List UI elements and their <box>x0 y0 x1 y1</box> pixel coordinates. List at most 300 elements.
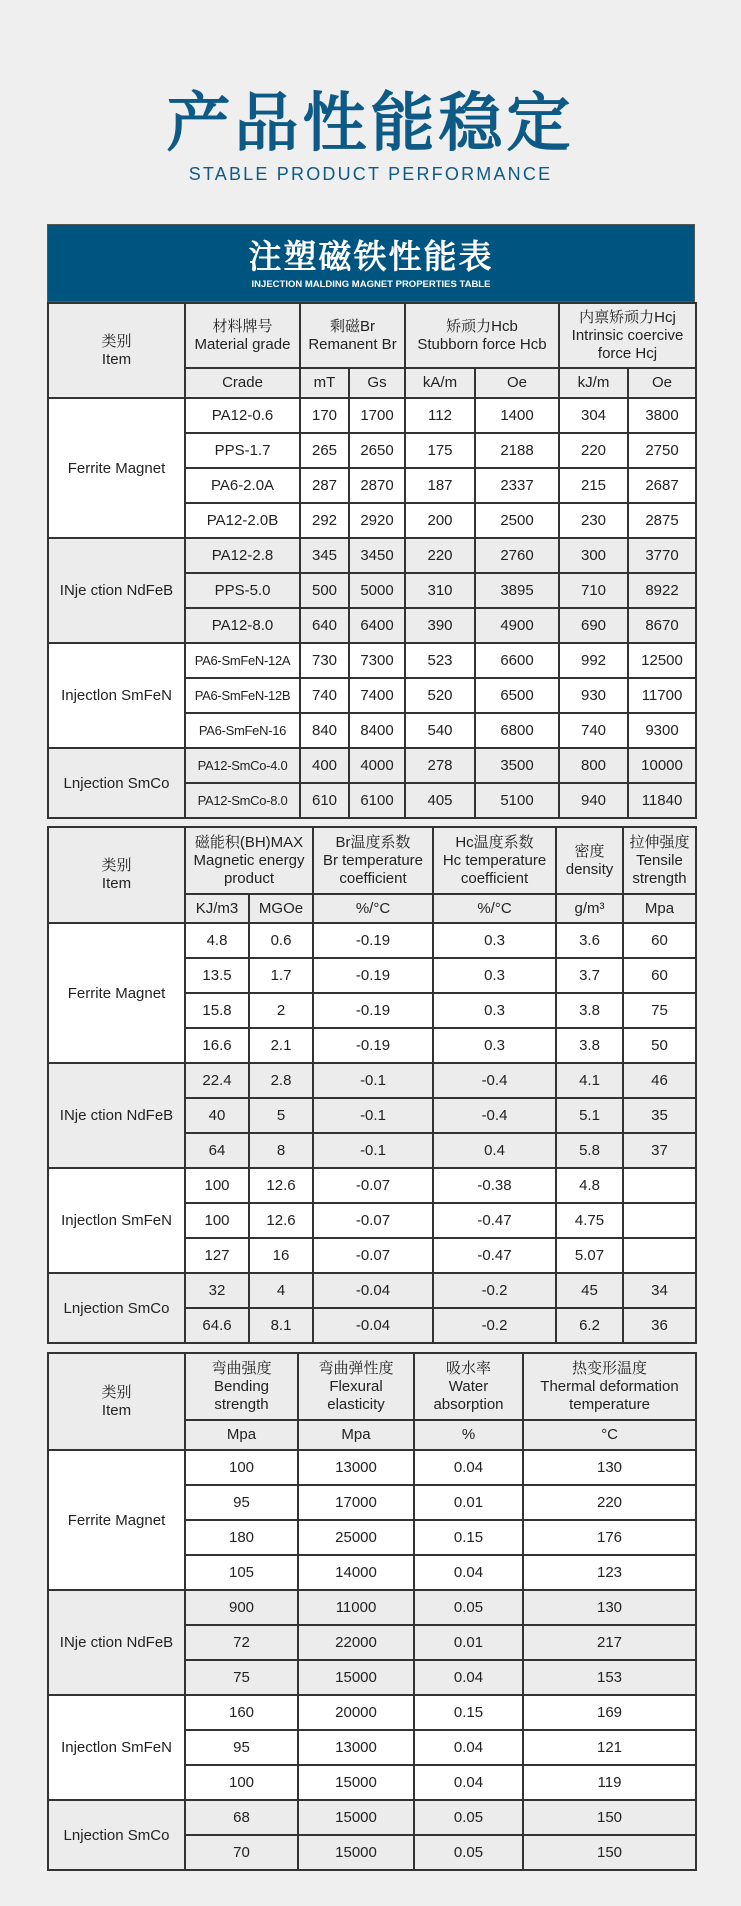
table-cell: 2875 <box>628 503 696 538</box>
table-row <box>48 1590 696 1625</box>
table-cell: 3500 <box>475 748 559 783</box>
table-cell: 540 <box>405 713 475 748</box>
table-cell: 740 <box>559 713 628 748</box>
table-cell: -0.38 <box>433 1168 556 1203</box>
table-cell: 4.75 <box>556 1203 623 1238</box>
table-cell: -0.07 <box>313 1238 433 1273</box>
table-cell: 32 <box>185 1273 249 1308</box>
table-cell: 4900 <box>475 608 559 643</box>
table-cell: 690 <box>559 608 628 643</box>
table-cell: -0.19 <box>313 1028 433 1063</box>
table-cell: 25000 <box>298 1520 414 1555</box>
table-cell: 840 <box>300 713 349 748</box>
table-cell: 11700 <box>628 678 696 713</box>
table-cell: PA6-2.0A <box>185 468 300 503</box>
table-cell: 15000 <box>298 1800 414 1835</box>
unit-cell: %/°C <box>313 894 433 923</box>
table-cell: 2750 <box>628 433 696 468</box>
unit-cell: kJ/m <box>559 368 628 398</box>
table-cell: 345 <box>300 538 349 573</box>
header-en: Thermal deformation <box>540 1377 679 1395</box>
table-cell: 16 <box>249 1238 313 1273</box>
table-cell: 180 <box>185 1520 298 1555</box>
table-cell: 0.01 <box>414 1485 523 1520</box>
table-cell: PPS-5.0 <box>185 573 300 608</box>
table-cell: 75 <box>623 993 696 1028</box>
header-item-cn: 类别 <box>101 857 132 874</box>
table-cell: PA12-2.0B <box>185 503 300 538</box>
table-cell: 710 <box>559 573 628 608</box>
table-cell: 12.6 <box>249 1168 313 1203</box>
table-cell: 123 <box>523 1555 696 1590</box>
table-cell: 14000 <box>298 1555 414 1590</box>
table-cell: 2650 <box>349 433 405 468</box>
table-cell: 3450 <box>349 538 405 573</box>
table-cell: 34 <box>623 1273 696 1308</box>
table-cell: 0.05 <box>414 1800 523 1835</box>
unit-cell: kA/m <box>405 368 475 398</box>
unit-cell: %/°C <box>433 894 556 923</box>
table-cell: 220 <box>523 1485 696 1520</box>
table-cell: 2.8 <box>249 1063 313 1098</box>
table-cell: 121 <box>523 1730 696 1765</box>
header-en: Flexural <box>329 1377 383 1395</box>
unit-cell: Crade <box>185 368 300 398</box>
table-cell: 2500 <box>475 503 559 538</box>
table-cell: 230 <box>559 503 628 538</box>
table-cell: 0.04 <box>414 1555 523 1590</box>
header-cn: 磁能积(BH)MAX <box>194 833 304 851</box>
table-cell: 60 <box>623 958 696 993</box>
table-cell: 1400 <box>475 398 559 433</box>
table-cell: 3.8 <box>556 1028 623 1063</box>
table-cell: 16.6 <box>185 1028 249 1063</box>
header-en: temperature <box>569 1395 650 1413</box>
table-cell: -0.19 <box>313 958 433 993</box>
table-cell: 95 <box>185 1730 298 1765</box>
header-en: Br temperature <box>322 851 424 869</box>
header-cn: 热变形温度 <box>571 1359 647 1377</box>
table-cell: 0.04 <box>414 1660 523 1695</box>
unit-cell: Oe <box>628 368 696 398</box>
table-cell: -0.4 <box>433 1063 556 1098</box>
header-en: force Hcj <box>597 344 658 362</box>
page-title: 产品性能稳定 <box>166 87 575 161</box>
table-cell: -0.04 <box>313 1308 433 1343</box>
table-cell: 0.3 <box>433 958 556 993</box>
category-cell: Ferrite Magnet <box>48 923 185 1063</box>
table-cell: 60 <box>623 923 696 958</box>
table-cell: 2687 <box>628 468 696 503</box>
table-cell: 4.8 <box>556 1168 623 1203</box>
header-water-absorption <box>414 1353 523 1420</box>
table-cell: 50 <box>623 1028 696 1063</box>
header-tensile-strength <box>623 827 696 894</box>
table-cell: 4.8 <box>185 923 249 958</box>
table-cell: 36 <box>623 1308 696 1343</box>
table-cell: 6800 <box>475 713 559 748</box>
table-row <box>48 398 696 433</box>
header-cn: Hc温度系数 <box>455 833 534 851</box>
table-cell: 130 <box>523 1450 696 1485</box>
table-row <box>48 1800 696 1835</box>
header-item-en: Item <box>101 875 132 892</box>
table-cell: 3.8 <box>556 993 623 1028</box>
table-cell: 5 <box>249 1098 313 1133</box>
table-cell: -0.04 <box>313 1273 433 1308</box>
table-cell: 5.8 <box>556 1133 623 1168</box>
table-cell <box>623 1203 696 1238</box>
header-intrinsic-coercive <box>559 303 696 368</box>
table-banner <box>47 224 695 302</box>
table-cell: 220 <box>559 433 628 468</box>
table-cell: 2760 <box>475 538 559 573</box>
table-cell: 0.15 <box>414 1520 523 1555</box>
table-cell: 13000 <box>298 1450 414 1485</box>
table-cell: 930 <box>559 678 628 713</box>
table-cell: 292 <box>300 503 349 538</box>
table-cell: 740 <box>300 678 349 713</box>
table-cell: -0.19 <box>313 923 433 958</box>
header-en: strength <box>214 1395 269 1413</box>
table-cell: 160 <box>185 1695 298 1730</box>
header-en: Remanent Br <box>308 335 397 353</box>
table-cell: 75 <box>185 1660 298 1695</box>
table-cell: 5.1 <box>556 1098 623 1133</box>
header-item <box>48 1353 185 1450</box>
table-cell: 3.7 <box>556 958 623 993</box>
header-bending-strength <box>185 1353 298 1420</box>
table-cell: 287 <box>300 468 349 503</box>
table-row <box>48 748 696 783</box>
header-en: Stubborn force Hcb <box>417 335 547 353</box>
table-row <box>48 1168 696 1203</box>
table-cell: 112 <box>405 398 475 433</box>
table-cell: 900 <box>185 1590 298 1625</box>
table-cell: 405 <box>405 783 475 818</box>
table-cell: 278 <box>405 748 475 783</box>
table-cell: 8400 <box>349 713 405 748</box>
unit-cell: mT <box>300 368 349 398</box>
table-cell: 2337 <box>475 468 559 503</box>
header-remanent-br <box>300 303 405 368</box>
header-en: strength <box>632 869 687 887</box>
header-en: coefficient <box>460 869 529 887</box>
table-cell: 6100 <box>349 783 405 818</box>
category-cell: INje ction NdFeB <box>48 1063 185 1168</box>
header-en: coefficient <box>339 869 407 887</box>
table-cell: -0.2 <box>433 1308 556 1343</box>
table-cell: 15000 <box>298 1765 414 1800</box>
table-cell: PA12-SmCo-4.0 <box>185 748 300 783</box>
header-en: Intrinsic coercive <box>571 326 684 344</box>
banner-title-cn: 注塑磁铁性能表 <box>248 237 494 276</box>
table-cell: 6.2 <box>556 1308 623 1343</box>
table-cell: 3.6 <box>556 923 623 958</box>
table-cell: 0.04 <box>414 1765 523 1800</box>
banner-title-en: INJECTION MALDING MAGNET PROPERTIES TABLE <box>251 279 491 290</box>
header-cn: 剩磁Br <box>329 317 375 335</box>
header-item <box>48 827 185 923</box>
header-item-cn: 类别 <box>101 332 132 350</box>
table-cell: 6400 <box>349 608 405 643</box>
table-cell: 22000 <box>298 1625 414 1660</box>
table-cell: 0.05 <box>414 1590 523 1625</box>
header-hc-temp-coef <box>433 827 556 894</box>
table-row <box>48 923 696 958</box>
table-cell: -0.1 <box>313 1098 433 1133</box>
table-row <box>48 1063 696 1098</box>
header-cn: 拉伸强度 <box>629 833 690 851</box>
table-cell: 100 <box>185 1450 298 1485</box>
header-flexural-elasticity <box>298 1353 414 1420</box>
table-cell: 0.6 <box>249 923 313 958</box>
table-cell: 215 <box>559 468 628 503</box>
table-cell: PPS-1.7 <box>185 433 300 468</box>
unit-cell: g/m³ <box>556 894 623 923</box>
table-cell: 2920 <box>349 503 405 538</box>
table-cell: 95 <box>185 1485 298 1520</box>
table-cell: 4 <box>249 1273 313 1308</box>
table-cell: 64.6 <box>185 1308 249 1343</box>
table-cell: 520 <box>405 678 475 713</box>
table-cell: 5.07 <box>556 1238 623 1273</box>
table-cell: 0.3 <box>433 1028 556 1063</box>
table-cell: 127 <box>185 1238 249 1273</box>
table-cell: 105 <box>185 1555 298 1590</box>
table-cell: 8.1 <box>249 1308 313 1343</box>
category-cell: Injectlon SmFeN <box>48 643 185 748</box>
header-item-en: Item <box>101 350 132 368</box>
table-cell: PA12-2.8 <box>185 538 300 573</box>
table-row <box>48 1450 696 1485</box>
table-cell: 8 <box>249 1133 313 1168</box>
table-cell: 169 <box>523 1695 696 1730</box>
table-cell: -0.1 <box>313 1133 433 1168</box>
table-row <box>48 1273 696 1308</box>
table-cell: 8670 <box>628 608 696 643</box>
category-cell: INje ction NdFeB <box>48 1590 185 1695</box>
table-cell: 187 <box>405 468 475 503</box>
table-cell: 0.4 <box>433 1133 556 1168</box>
table-cell: 72 <box>185 1625 298 1660</box>
table-cell: PA6-SmFeN-16 <box>185 713 300 748</box>
table-cell: 153 <box>523 1660 696 1695</box>
table-cell: 9300 <box>628 713 696 748</box>
category-cell: INje ction NdFeB <box>48 538 185 643</box>
table-cell: 5000 <box>349 573 405 608</box>
table-cell: 7400 <box>349 678 405 713</box>
table-cell: 0.04 <box>414 1730 523 1765</box>
unit-cell: Mpa <box>623 894 696 923</box>
table-cell: 13.5 <box>185 958 249 993</box>
header-en: Bending <box>213 1377 270 1395</box>
header-item <box>48 303 185 398</box>
table-cell: 20000 <box>298 1695 414 1730</box>
table-row <box>48 1695 696 1730</box>
table-cell: 170 <box>300 398 349 433</box>
table-cell: 46 <box>623 1063 696 1098</box>
table-cell: 940 <box>559 783 628 818</box>
unit-cell: Mpa <box>185 1420 298 1450</box>
unit-cell: °C <box>523 1420 696 1450</box>
table-row <box>48 538 696 573</box>
table-cell: 64 <box>185 1133 249 1168</box>
header-magnetic-energy <box>185 827 313 894</box>
table-cell: 0.05 <box>414 1835 523 1870</box>
table-cell: 175 <box>405 433 475 468</box>
table-cell: 13000 <box>298 1730 414 1765</box>
header-cn: 吸水率 <box>445 1359 491 1377</box>
category-cell: Ferrite Magnet <box>48 1450 185 1590</box>
table-cell: 6600 <box>475 643 559 678</box>
unit-cell: Gs <box>349 368 405 398</box>
header-material-grade <box>185 303 300 368</box>
table-cell: 2.1 <box>249 1028 313 1063</box>
table-cell: PA6-SmFeN-12B <box>185 678 300 713</box>
table-cell: 7300 <box>349 643 405 678</box>
table-cell: 11000 <box>298 1590 414 1625</box>
table-cell: 45 <box>556 1273 623 1308</box>
header-en: elasticity <box>327 1395 385 1413</box>
table-cell: 12500 <box>628 643 696 678</box>
properties-table-1 <box>47 302 697 819</box>
table-row <box>48 643 696 678</box>
table-cell: 15000 <box>298 1835 414 1870</box>
table-cell: 610 <box>300 783 349 818</box>
table-cell: 12.6 <box>249 1203 313 1238</box>
header-item-cn: 类别 <box>101 1383 132 1401</box>
table-cell: 0.3 <box>433 923 556 958</box>
category-cell: Ferrite Magnet <box>48 398 185 538</box>
table-cell: 265 <box>300 433 349 468</box>
table-cell: 390 <box>405 608 475 643</box>
unit-cell: % <box>414 1420 523 1450</box>
header-cn: Br温度系数 <box>335 833 411 851</box>
table-cell: 15.8 <box>185 993 249 1028</box>
table-cell: 8922 <box>628 573 696 608</box>
header-cn: 密度 <box>574 842 605 860</box>
table-cell: 6500 <box>475 678 559 713</box>
table-cell: 100 <box>185 1765 298 1800</box>
table-cell: 3800 <box>628 398 696 433</box>
table-cell: -0.1 <box>313 1063 433 1098</box>
header-cn: 内禀矫顽力Hcj <box>579 308 676 326</box>
table-cell: 0.01 <box>414 1625 523 1660</box>
category-cell: Injectlon SmFeN <box>48 1168 185 1273</box>
unit-cell: Mpa <box>298 1420 414 1450</box>
table-cell: 150 <box>523 1800 696 1835</box>
table-cell: 130 <box>523 1590 696 1625</box>
page-subtitle: STABLE PRODUCT PERFORMANCE <box>188 164 553 184</box>
table-cell: 4.1 <box>556 1063 623 1098</box>
table-cell: -0.2 <box>433 1273 556 1308</box>
table-cell: 70 <box>185 1835 298 1870</box>
unit-cell: Oe <box>475 368 559 398</box>
header-en: Water <box>448 1377 489 1395</box>
table-cell: 500 <box>300 573 349 608</box>
header-thermal-deformation <box>523 1353 696 1420</box>
table-cell: 1700 <box>349 398 405 433</box>
table-cell: 11840 <box>628 783 696 818</box>
header-cn: 弯曲强度 <box>211 1359 272 1377</box>
table-cell: -0.07 <box>313 1203 433 1238</box>
category-cell: Injectlon SmFeN <box>48 1695 185 1800</box>
table-cell: 1.7 <box>249 958 313 993</box>
table-cell: PA12-SmCo-8.0 <box>185 783 300 818</box>
table-cell: -0.07 <box>313 1168 433 1203</box>
table-cell <box>623 1238 696 1273</box>
table-cell: PA12-8.0 <box>185 608 300 643</box>
table-cell: 523 <box>405 643 475 678</box>
table-cell: PA12-0.6 <box>185 398 300 433</box>
header-en: product <box>223 869 275 887</box>
header-en: Magnetic energy <box>193 851 305 869</box>
header-density <box>556 827 623 894</box>
table-cell: 310 <box>405 573 475 608</box>
table-cell: -0.19 <box>313 993 433 1028</box>
table-cell: 100 <box>185 1168 249 1203</box>
header-en: Hc temperature <box>442 851 547 869</box>
table-cell: 10000 <box>628 748 696 783</box>
table-cell <box>623 1168 696 1203</box>
table-cell: 3770 <box>628 538 696 573</box>
table-cell: -0.4 <box>433 1098 556 1133</box>
table-cell: 3895 <box>475 573 559 608</box>
table-cell: 730 <box>300 643 349 678</box>
category-cell: Lnjection SmCo <box>48 748 185 818</box>
table-cell: -0.47 <box>433 1238 556 1273</box>
table-cell: 4000 <box>349 748 405 783</box>
table-cell: 0.04 <box>414 1450 523 1485</box>
header-stubborn-force <box>405 303 559 368</box>
unit-cell: KJ/m3 <box>185 894 249 923</box>
category-cell: Lnjection SmCo <box>48 1800 185 1870</box>
table-cell: 300 <box>559 538 628 573</box>
table-cell: 0.15 <box>414 1695 523 1730</box>
table-cell: 176 <box>523 1520 696 1555</box>
table-cell: 2188 <box>475 433 559 468</box>
header-cn: 矫顽力Hcb <box>446 317 518 335</box>
table-cell: 17000 <box>298 1485 414 1520</box>
table-cell: 68 <box>185 1800 298 1835</box>
properties-table-3 <box>47 1352 697 1871</box>
table-cell: 400 <box>300 748 349 783</box>
table-cell: PA6-SmFeN-12A <box>185 643 300 678</box>
unit-cell: MGOe <box>249 894 313 923</box>
table-cell: 22.4 <box>185 1063 249 1098</box>
table-cell: 2870 <box>349 468 405 503</box>
properties-table-2 <box>47 826 697 1344</box>
table-cell: 220 <box>405 538 475 573</box>
table-cell: 40 <box>185 1098 249 1133</box>
header-en: density <box>565 860 614 878</box>
table-cell: 15000 <box>298 1660 414 1695</box>
header-en: absorption <box>433 1395 504 1413</box>
table-cell: 2 <box>249 993 313 1028</box>
table-cell: 217 <box>523 1625 696 1660</box>
table-cell: 640 <box>300 608 349 643</box>
table-cell: 37 <box>623 1133 696 1168</box>
header-item-en: Item <box>101 1401 132 1419</box>
header-cn: 材料牌号 <box>212 317 273 335</box>
header-en: Material grade <box>194 335 291 353</box>
table-cell: 992 <box>559 643 628 678</box>
header-en: Tensile <box>636 851 683 869</box>
table-cell: 800 <box>559 748 628 783</box>
table-cell: 200 <box>405 503 475 538</box>
table-cell: 150 <box>523 1835 696 1870</box>
